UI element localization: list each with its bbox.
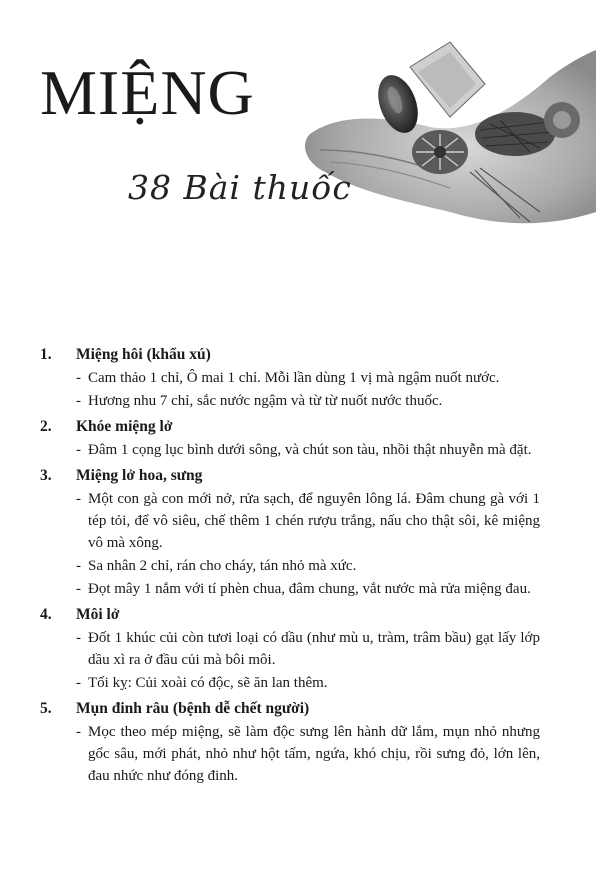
remedy-item: - Sa nhân 2 chỉ, rán cho cháy, tán nhỏ mà xức. [76,558,357,574]
remedy-text: Hương nhu 7 chỉ, sắc nước ngậm và từ từ nuốt nước thuốc. [88,393,443,409]
section-number: 2. [40,418,52,435]
section-title: Mụn đinh râu (bệnh dễ chết người) [76,700,310,717]
chapter-title: MIỆNG [40,57,255,128]
section-number: 3. [40,467,52,484]
section-title: Miệng hôi (khẩu xú) [76,346,211,363]
section-heading [40,465,540,487]
section-heading [40,698,540,720]
remedy-items [40,367,540,412]
remedy-section [40,344,540,412]
chapter-subtitle: 38 Bài thuốc [128,168,352,207]
remedy-section [40,604,540,694]
remedy-item: - Mọc theo mép miệng, sẽ làm độc sưng lên hành dữ lắm, mụn nhỏ nhưng gốc sâu, mới phát, nhỏ như hột tấm, ngứa, khó chịu, rồi sưng đỏ, lớn lên, đau nhức như đóng đinh. [76,724,540,784]
remedy-items [40,627,540,694]
chapter-header [0,0,596,250]
section-number: 4. [40,606,52,623]
section-title: Môi lở [76,606,120,623]
remedy-text: Mọc theo mép miệng, sẽ làm độc sưng lên hành dữ lắm, mụn nhỏ nhưng gốc sâu, mới phát, nhỏ như hột tấm, ngứa, khó chịu, rồi sưng đỏ, lớn lên, đau nhức như đóng đinh. [88,724,540,784]
section-heading [40,344,540,366]
section-number: 1. [40,346,52,363]
remedy-item: - Cam thảo 1 chỉ, Ô mai 1 chỉ. Mỗi lần dùng 1 vị mà ngậm nuốt nước. [76,370,500,386]
remedy-text: Cam thảo 1 chỉ, Ô mai 1 chỉ. Mỗi lần dùng 1 vị mà ngậm nuốt nước. [88,370,500,386]
remedy-section [40,465,540,600]
remedy-text: Đọt mây 1 nắm với tí phèn chua, đâm chung, vắt nước mà rửa miệng đau. [88,581,531,597]
remedy-items [40,721,540,787]
remedy-item: - Đọt mây 1 nắm với tí phèn chua, đâm chung, vắt nước mà rửa miệng đau. [76,581,531,597]
remedy-item: - Đâm 1 cọng lục bình dưới sông, và chút son tàu, nhồi thật nhuyễn mà đặt. [76,442,532,458]
remedy-text: Đốt 1 khúc củi còn tươi loại có dầu (như mù u, tràm, trâm bầu) gạt lấy lớp dầu xì ra ở đầu củi mà bôi môi. [88,630,540,668]
remedy-item: - Đốt 1 khúc củi còn tươi loại có dầu (như mù u, tràm, trâm bầu) gạt lấy lớp dầu xì ra ở đầu củi mà bôi môi. [76,630,540,668]
remedy-list [40,344,540,787]
section-heading [40,416,540,438]
section-number: 5. [40,700,52,717]
remedy-text: Một con gà con mới nở, rửa sạch, để nguyên lông lá. Đâm chung gà với 1 tép tỏi, để vô siêu, chế thêm 1 chén rượu trắng, nấu cho thật sôi, kê miệng vô mà xông. [88,491,540,551]
remedy-text: Tối kỵ: Củi xoài có độc, sẽ ăn lan thêm. [88,675,328,691]
section-title: Khóe miệng lở [76,418,173,435]
remedy-item: - Một con gà con mới nở, rửa sạch, để nguyên lông lá. Đâm chung gà với 1 tép tỏi, để vô siêu, chế thêm 1 chén rượu trắng, nấu cho thật sôi, kê miệng vô mà xông. [76,491,540,551]
remedy-text: Sa nhân 2 chỉ, rán cho cháy, tán nhỏ mà xức. [88,558,357,574]
section-heading [40,604,540,626]
remedy-items [40,488,540,600]
section-title: Miệng lở hoa, sưng [76,467,203,484]
remedy-section [40,698,540,787]
remedy-section [40,416,540,461]
remedy-item: - Tối kỵ: Củi xoài có độc, sẽ ăn lan thêm. [76,675,328,691]
remedy-items [40,439,540,461]
remedy-item: - Hương nhu 7 chỉ, sắc nước ngậm và từ từ nuốt nước thuốc. [76,393,443,409]
remedy-text: Đâm 1 cọng lục bình dưới sông, và chút son tàu, nhồi thật nhuyễn mà đặt. [88,442,532,458]
